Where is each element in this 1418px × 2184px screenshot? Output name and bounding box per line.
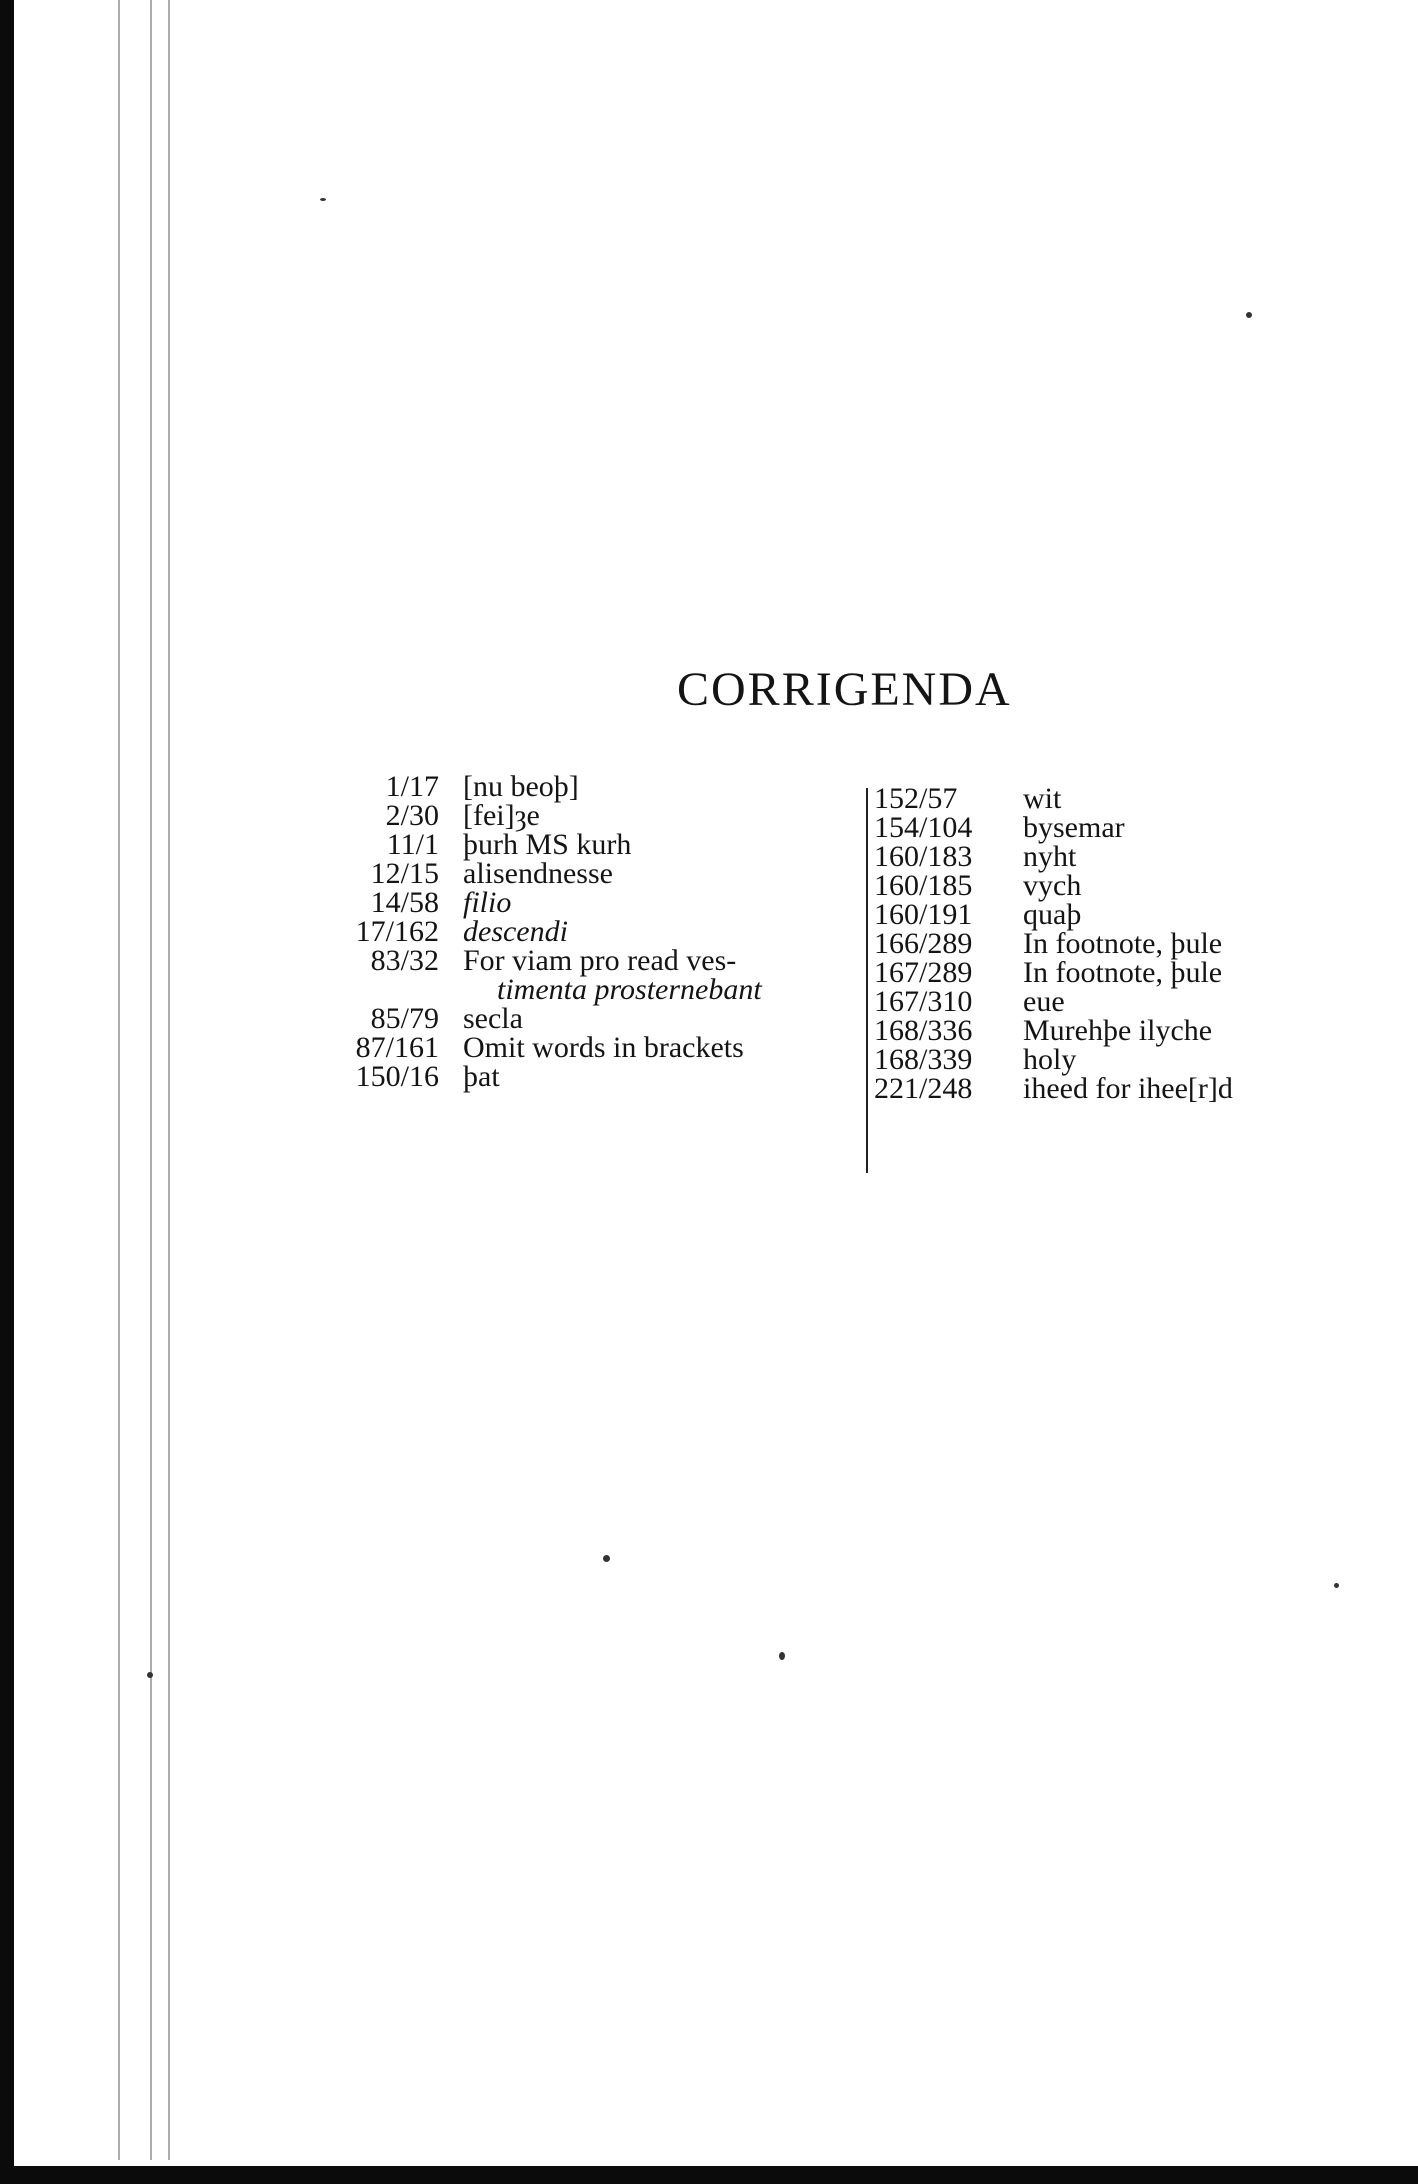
entry-correction: nyht — [1023, 840, 1077, 873]
entry-correction: Murehþe ilyche — [1023, 1014, 1213, 1047]
corrigenda-entry — [874, 1074, 1233, 1103]
scan-edge-line — [118, 0, 120, 2160]
entry-correction: secla — [463, 1002, 523, 1035]
entry-correction: quaþ — [1023, 898, 1082, 931]
entry-reference: 221/248 — [874, 1072, 973, 1105]
entry-reference: 12/15 — [370, 857, 439, 890]
entry-reference: 85/79 — [370, 1002, 439, 1035]
entry-reference: 167/289 — [874, 956, 973, 989]
entry-correction: þurh MS kurh — [463, 828, 632, 861]
entry-reference: 154/104 — [874, 811, 973, 844]
page-title: CORRIGENDA — [677, 663, 1012, 716]
corrigenda-entry — [874, 987, 1233, 1016]
corrigenda-entry — [874, 1045, 1233, 1074]
scan-speck — [779, 1652, 785, 1660]
corrigenda-entry — [874, 813, 1233, 842]
corrigenda-entry — [874, 871, 1233, 900]
corrigenda-entry — [326, 830, 762, 859]
corrigenda-entry — [874, 958, 1233, 987]
corrigenda-entry — [874, 929, 1233, 958]
entry-reference: 17/162 — [355, 915, 439, 948]
corrigenda-entry — [326, 917, 762, 946]
entry-correction: alisendnesse — [463, 857, 613, 890]
entry-correction: holy — [1023, 1043, 1077, 1076]
entry-correction: For viam pro read ves- — [463, 944, 737, 977]
entry-reference: 87/161 — [355, 1031, 439, 1064]
scan-speck — [1334, 1583, 1339, 1588]
entry-correction: [nu beoþ] — [463, 770, 579, 803]
entry-reference: 160/191 — [874, 898, 973, 931]
entry-reference: 160/183 — [874, 840, 973, 873]
entry-reference: 2/30 — [385, 799, 439, 832]
corrigenda-entry — [326, 1062, 762, 1091]
entry-correction: bysemar — [1023, 811, 1125, 844]
entry-reference: 166/289 — [874, 927, 973, 960]
entry-correction: þat — [463, 1060, 500, 1093]
corrigenda-entry — [874, 1016, 1233, 1045]
entry-correction: iheed for ihee[r]d — [1023, 1072, 1233, 1105]
scan-edge-line — [168, 0, 170, 2160]
corrigenda-entry — [326, 801, 762, 830]
scan-speck — [147, 1672, 153, 1678]
corrigenda-entry — [326, 859, 762, 888]
entry-reference: 167/310 — [874, 985, 973, 1018]
entry-reference: 168/339 — [874, 1043, 973, 1076]
corrigenda-entry — [326, 772, 762, 801]
corrigenda-entry-continuation — [326, 975, 762, 1004]
corrigenda-entry — [326, 888, 762, 917]
corrigenda-entry — [326, 1004, 762, 1033]
scan-speck — [320, 198, 326, 201]
corrigenda-entry — [874, 784, 1233, 813]
entry-correction: Omit words in brackets — [463, 1031, 744, 1064]
entry-reference: 168/336 — [874, 1014, 973, 1047]
column-divider — [866, 788, 868, 1173]
entry-correction: vych — [1023, 869, 1082, 902]
entry-correction: In footnote, þule — [1023, 956, 1223, 989]
scan-speck — [603, 1555, 610, 1562]
corrigenda-entry — [326, 1033, 762, 1062]
entry-reference: 152/57 — [874, 782, 958, 815]
corrigenda-left-column — [326, 772, 762, 1091]
entry-correction: In footnote, þule — [1023, 927, 1223, 960]
scan-edge-line — [150, 0, 152, 2160]
entry-reference: 14/58 — [370, 886, 439, 919]
entry-reference: 11/1 — [386, 828, 439, 861]
entry-reference: 83/32 — [370, 944, 439, 977]
entry-correction: wit — [1023, 782, 1062, 815]
corrigenda-right-column — [874, 784, 1233, 1103]
corrigenda-entry — [874, 842, 1233, 871]
entry-reference: 150/16 — [355, 1060, 439, 1093]
scan-speck — [1246, 312, 1252, 318]
entry-correction: filio — [463, 886, 512, 919]
entry-correction: timenta prosternebant — [497, 973, 762, 1006]
entry-correction: [fei]ȝe — [463, 799, 540, 832]
corrigenda-entry — [874, 900, 1233, 929]
entry-reference: 1/17 — [385, 770, 439, 803]
corrigenda-entry — [326, 946, 762, 975]
entry-correction: eue — [1023, 985, 1065, 1018]
scan-bottom-edge — [0, 2166, 1418, 2184]
entry-reference: 160/185 — [874, 869, 973, 902]
scan-spine-shadow — [0, 0, 14, 2184]
entry-correction: descendi — [463, 915, 568, 948]
